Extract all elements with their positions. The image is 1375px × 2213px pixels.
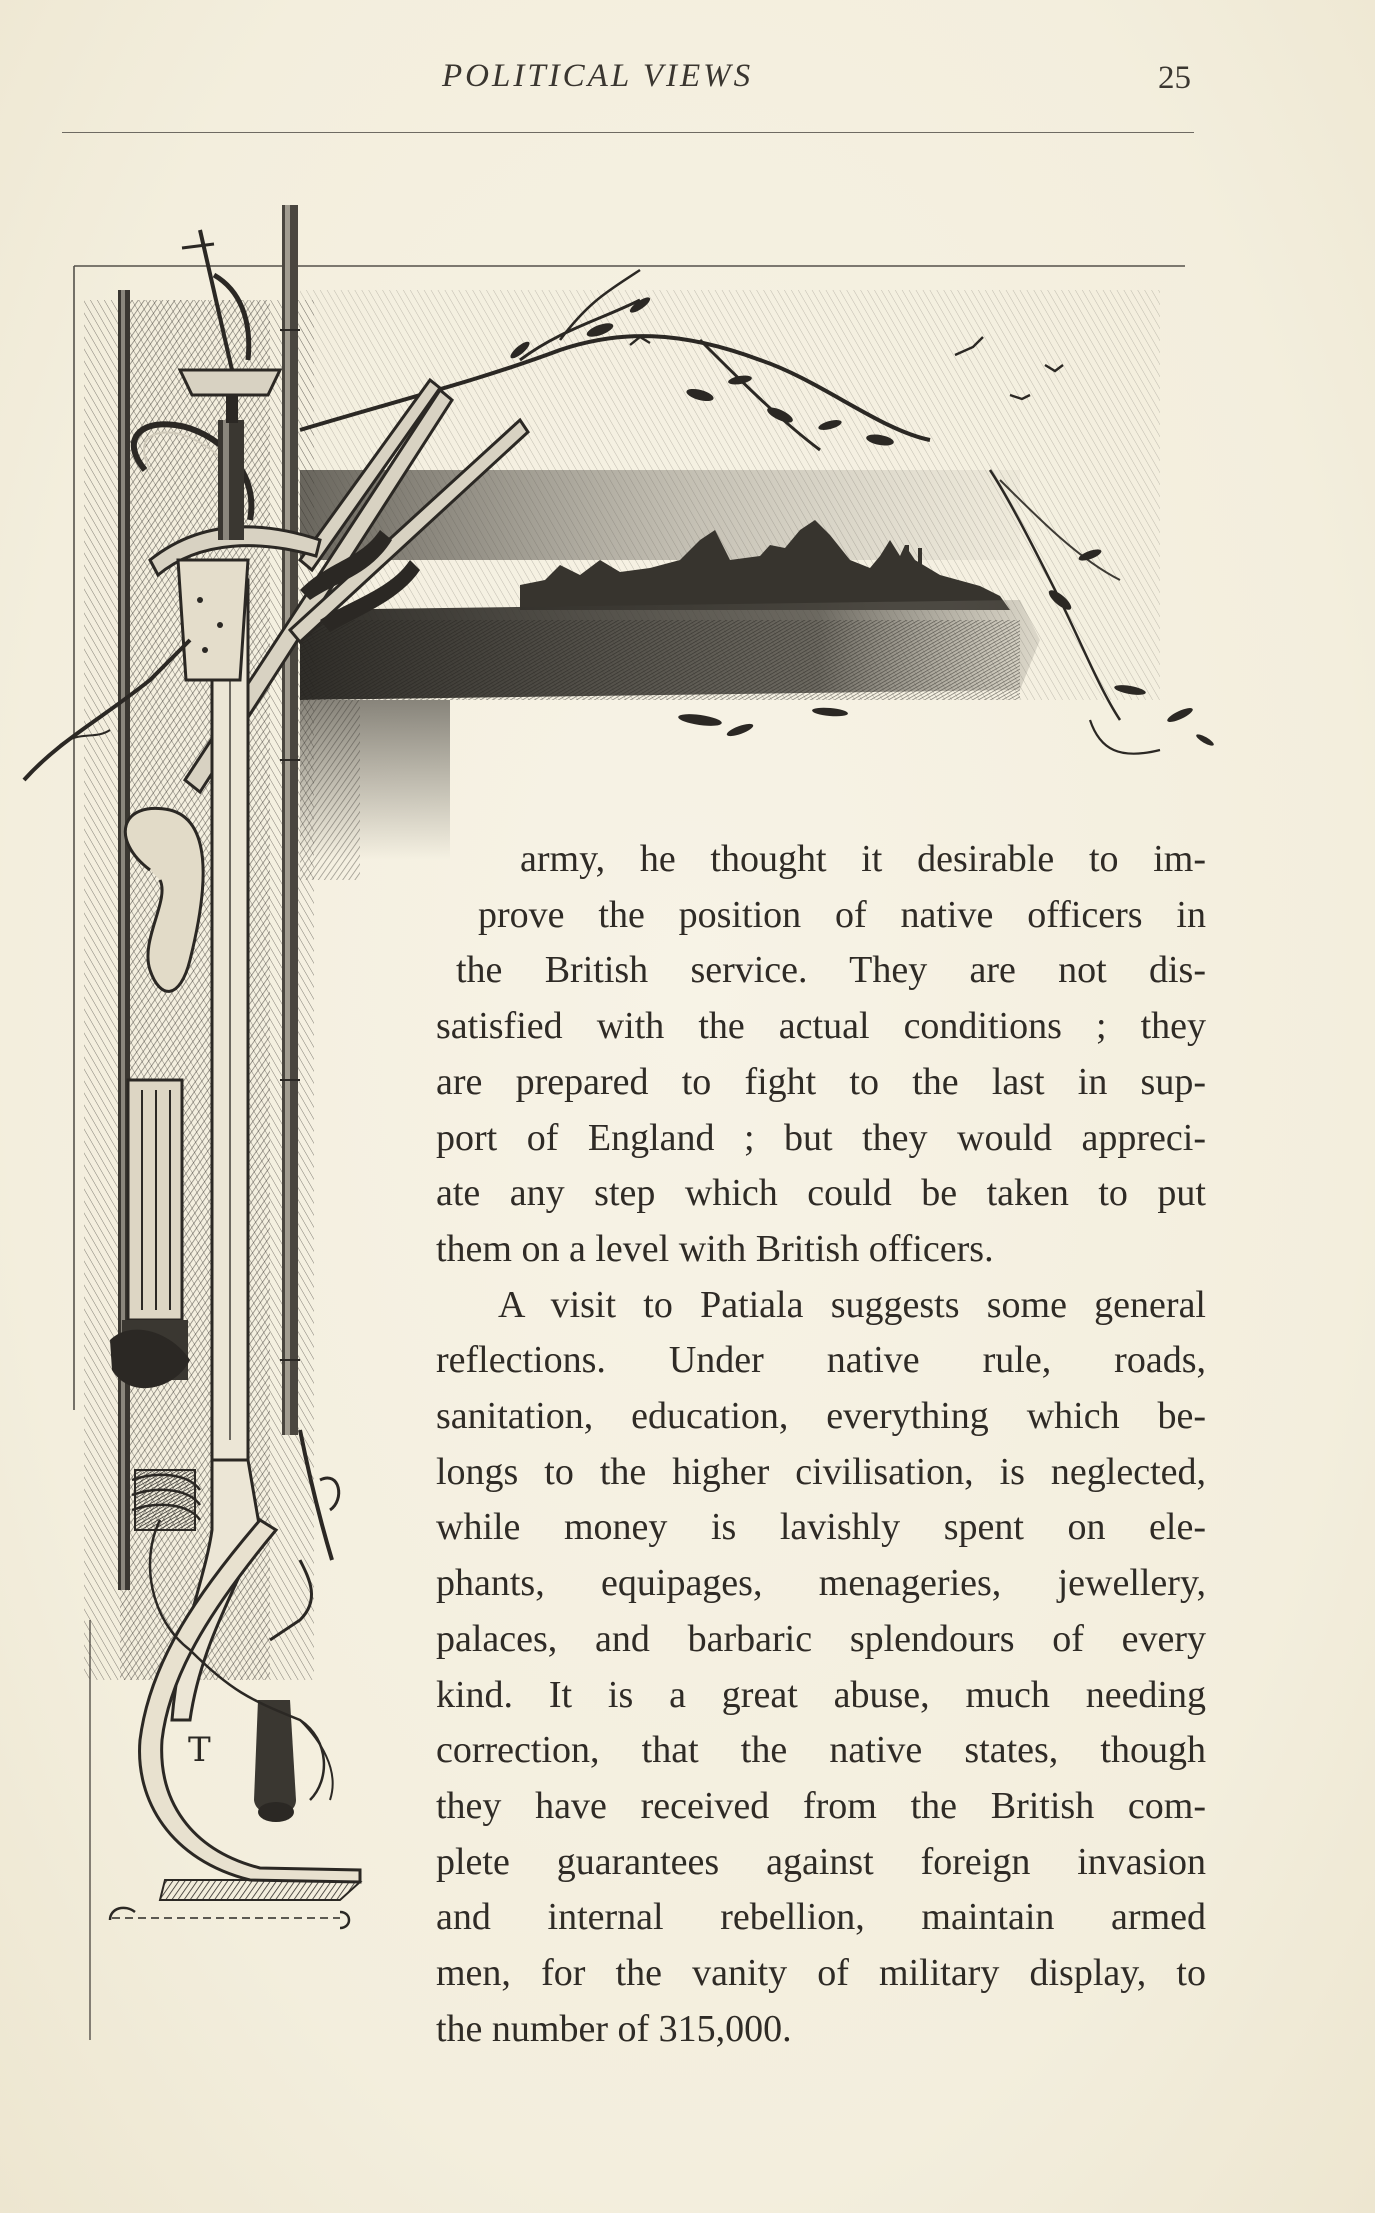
text-line: ate any step which could be taken to put: [436, 1172, 1206, 1215]
text-line: port of England ; but they would appreci-: [436, 1116, 1206, 1159]
text-line: are prepared to fight to the last in sup-: [436, 1060, 1206, 1103]
text-line: A visit to Patiala suggests some general: [498, 1283, 1206, 1326]
monogram: T: [188, 1730, 211, 1770]
text-line: and internal rebellion, maintain armed: [436, 1896, 1206, 1939]
body-text: [436, 832, 1206, 2057]
text-line: the British service. They are not dis-: [456, 949, 1206, 992]
text-line: men, for the vanity of military display, to: [436, 1952, 1206, 1995]
text-line: sanitation, education, everything which be-: [436, 1395, 1206, 1438]
paragraph-1: [436, 832, 1206, 1278]
text-line: prove the position of native officers in: [478, 893, 1206, 936]
text-line: army, he thought it desirable to im-: [520, 838, 1206, 880]
text-line: the number of 315,000.: [436, 2007, 792, 2050]
text-line: kind. It is a great abuse, much needing: [436, 1673, 1206, 1716]
text-line: satisfied with the actual conditions ; they: [436, 1005, 1206, 1048]
running-head-title: POLITICAL VIEWS: [442, 58, 754, 94]
text-line: longs to the higher civilisation, is neglected,: [436, 1450, 1206, 1493]
text-line: while money is lavishly spent on ele-: [436, 1506, 1206, 1549]
text-line: phants, equipages, menageries, jewellery,: [436, 1562, 1206, 1605]
text-line: correction, that the native states, though: [436, 1729, 1206, 1772]
text-line: palaces, and barbaric splendours of every: [436, 1617, 1206, 1660]
text-line: them on a level with British officers.: [436, 1227, 994, 1270]
text-line: reflections. Under native rule, roads,: [436, 1339, 1206, 1382]
paragraph-2: [436, 1278, 1206, 2058]
text-line: they have received from the British com-: [436, 1784, 1206, 1827]
text-line: plete guarantees against foreign invasion: [436, 1840, 1206, 1883]
page-number: 25: [1158, 60, 1191, 96]
